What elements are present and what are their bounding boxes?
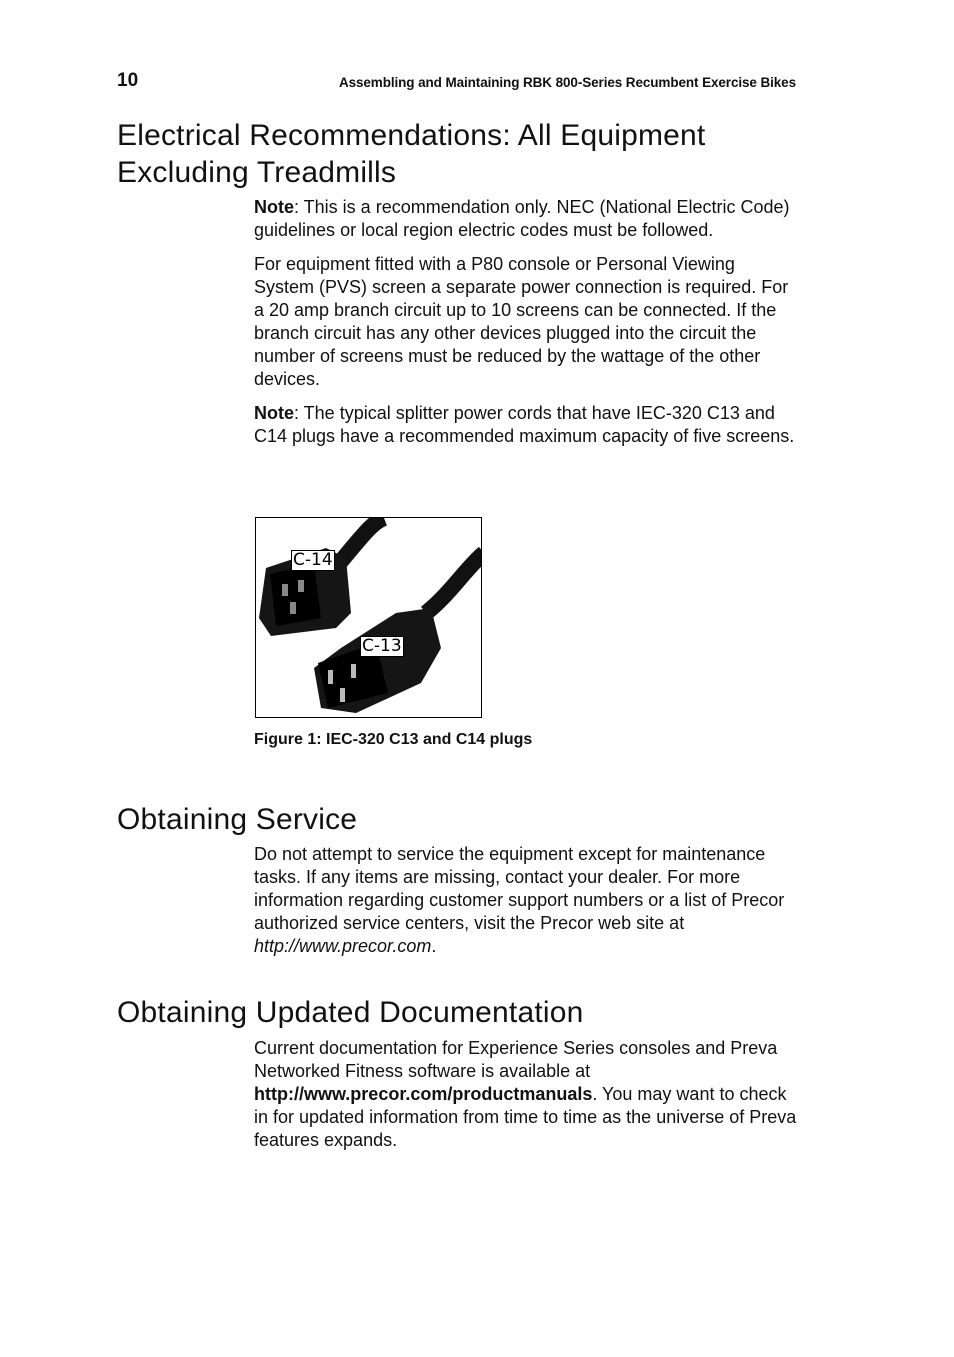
electrical-heading: Electrical Recommendations: All Equipment Excluding Treadmills xyxy=(117,119,706,189)
note-text-2: : The typical splitter power cords that have IEC-320 C13 and C14 plugs have a recommended maximum capacity of five screens. xyxy=(254,403,795,446)
documentation-text-end: . You may want to check in for updated information from time to time as the universe of Preva features expands. xyxy=(254,1084,797,1150)
figure-caption: Figure 1: IEC-320 C13 and C14 plugs xyxy=(254,731,533,748)
service-heading: Obtaining Service xyxy=(117,803,358,836)
page-number: 10 xyxy=(117,70,139,91)
documentation-text: Current documentation for Experience Series consoles and Preva Networked Fitness software is available at xyxy=(254,1038,778,1081)
note-paragraph xyxy=(254,196,799,242)
plugs-figure xyxy=(255,517,482,718)
c13-cable xyxy=(426,553,481,613)
product-manuals-link[interactable]: http://www.precor.com/productmanuals xyxy=(254,1084,593,1104)
c13-label: C-13 xyxy=(362,636,402,656)
c14-label: C-14 xyxy=(293,550,333,570)
documentation-section xyxy=(254,1037,799,1152)
electrical-section xyxy=(254,196,799,448)
precor-link[interactable]: http://www.precor.com xyxy=(254,936,432,956)
service-section xyxy=(254,843,799,958)
service-paragraph xyxy=(254,843,799,958)
note-text: : This is a recommendation only. NEC (National Electric Code) guidelines or local region electric codes must be followed. xyxy=(254,197,790,240)
note-paragraph-2 xyxy=(254,402,799,448)
note-label-2: Note xyxy=(254,403,294,423)
service-text-end: . xyxy=(431,936,437,956)
documentation-heading: Obtaining Updated Documentation xyxy=(117,996,584,1029)
running-header: Assembling and Maintaining RBK 800-Series Recumbent Exercise Bikes xyxy=(338,75,796,90)
plugs-illustration xyxy=(256,518,481,717)
note-label: Note xyxy=(254,197,294,217)
documentation-paragraph xyxy=(254,1037,799,1152)
body-paragraph: For equipment fitted with a P80 console or Personal Viewing System (PVS) screen a separate power connection is required. For a 20 amp branch circuit up to 10 screens can be connected. If the branch circuit has any other devices plugged into the circuit the number of screens must be reduced by the wattage of the other devices. xyxy=(254,254,789,389)
service-text: Do not attempt to service the equipment except for maintenance tasks. If any items are missing, contact your dealer. For more information regarding customer support numbers or a list of Precor authorized service centers, visit the Precor web site at xyxy=(254,844,785,933)
